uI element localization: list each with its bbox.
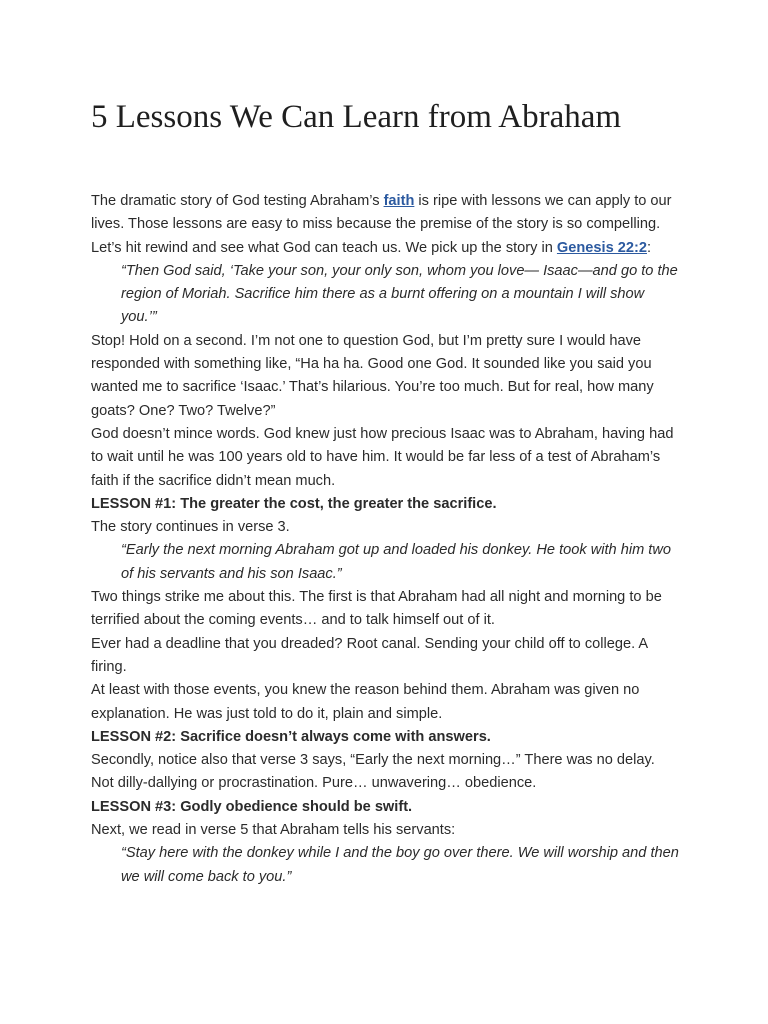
paragraph: At least with those events, you knew the reason behind them. Abraham was given no explanation. He was just told to do it, plain and simple.	[91, 682, 640, 722]
lesson-heading: LESSON #1: The greater the cost, the greater the sacrifice.	[91, 495, 497, 512]
paragraph: Ever had a deadline that you dreaded? Root canal. Sending your child off to college. A firing.	[91, 635, 648, 675]
scripture-quote: “Stay here with the donkey while I and the boy go over there. We will worship and then we will come back to you.”	[121, 845, 679, 885]
article-body	[91, 190, 681, 889]
scripture-quote: “Early the next morning Abraham got up and loaded his donkey. He took with him two of his servants and his son Isaac.”	[121, 542, 671, 582]
faith-link[interactable]: faith	[383, 193, 415, 209]
paragraph: Stop! Hold on a second. I’m not one to question God, but I’m pretty sure I would have responded with something like, “Ha ha ha. Good one God. It sounded like you said you wanted me to sacrifice ‘Isaac.’ That’s hilarious. You’re too much. But for real, how many goats? One? Two? Twelve?”	[91, 332, 654, 419]
lesson-heading: LESSON #3: Godly obedience should be swift.	[91, 798, 413, 815]
paragraph: Secondly, notice also that verse 3 says, “Early the next morning…” There was no delay. Not dilly-dallying or procrastination. Pure… unwavering… obedience.	[91, 752, 655, 792]
intro-paragraph: The dramatic story of God testing Abraham’s faith is ripe with lessons we can apply to our lives. Those lessons are easy to miss because the premise of the story is so compelling.	[91, 193, 672, 233]
paragraph: God doesn’t mince words. God knew just how precious Isaac was to Abraham, having had to wait until he was 100 years old to have him. It would be far less of a test of Abraham’s faith if the sacrifice didn’t mean much.	[91, 425, 674, 489]
paragraph: Two things strike me about this. The first is that Abraham had all night and morning to be terrified about the coming events… and to talk himself out of it.	[91, 589, 662, 629]
rewind-paragraph: Let’s hit rewind and see what God can teach us. We pick up the story in Genesis 22:2:	[91, 239, 652, 256]
scripture-quote: “Then God said, ‘Take your son, your only son, whom you love— Isaac—and go to the region of Moriah. Sacrifice him there as a burnt offering on a mountain I will show you.’”	[121, 262, 678, 326]
paragraph: The story continues in verse 3.	[91, 519, 290, 536]
page-title: 5 Lessons We Can Learn from Abraham	[91, 99, 622, 135]
genesis-link[interactable]: Genesis 22:2	[556, 239, 647, 256]
paragraph: Next, we read in verse 5 that Abraham tells his servants:	[91, 822, 456, 839]
lesson-heading: LESSON #2: Sacrifice doesn’t always come with answers.	[91, 728, 491, 745]
